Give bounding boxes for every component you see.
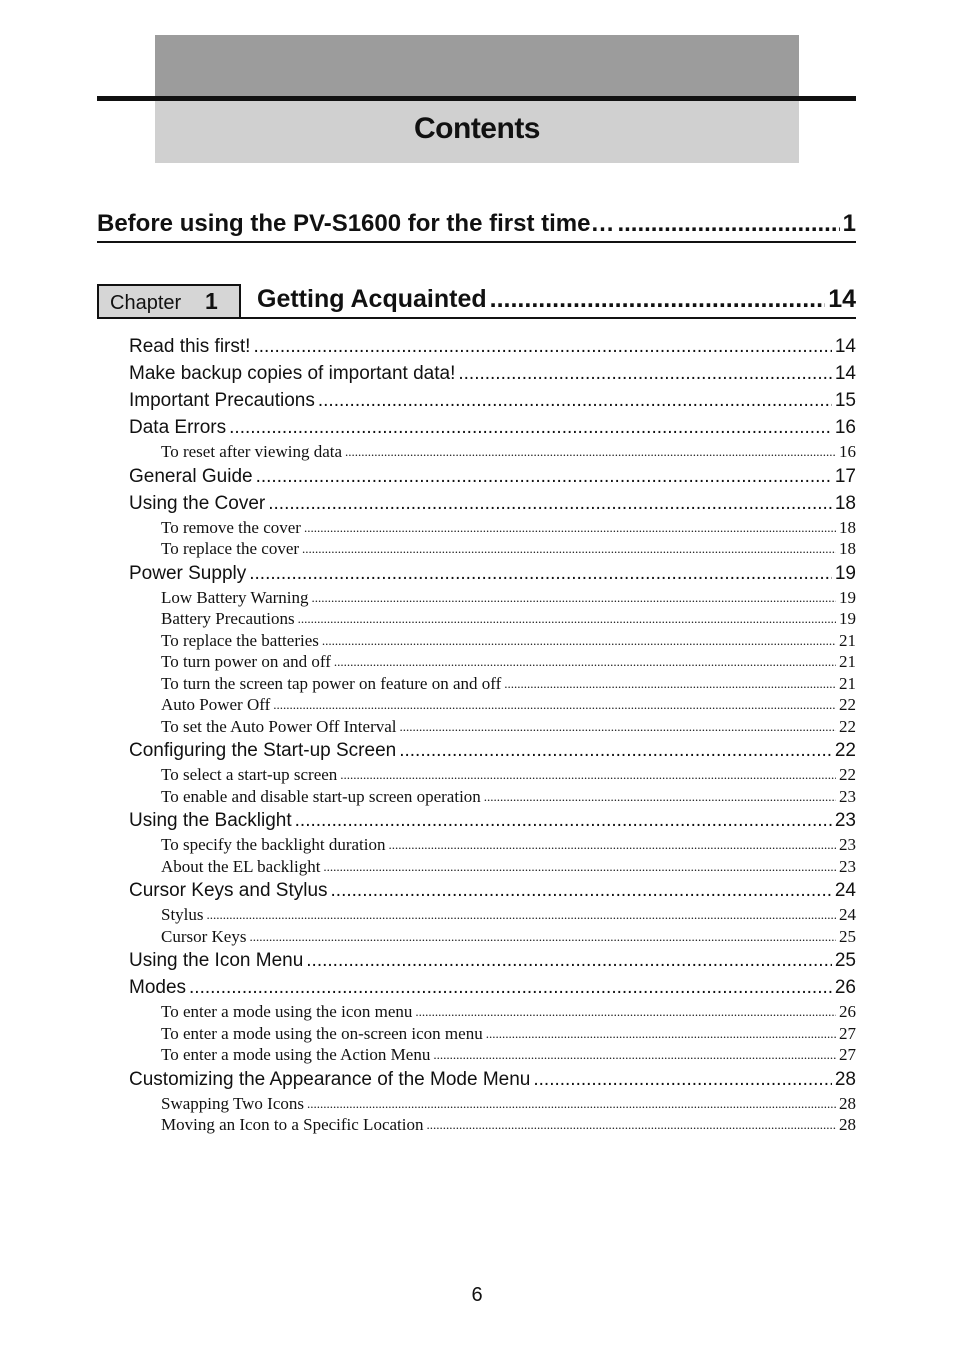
toc-entry[interactable] xyxy=(129,387,856,414)
toc-intro-entry[interactable] xyxy=(97,210,856,243)
toc-entry-title: General Guide xyxy=(129,465,253,487)
toc-entry-page: 16 xyxy=(834,417,856,438)
chapter-title-entry[interactable] xyxy=(257,285,856,314)
toc-subentry[interactable] xyxy=(129,608,856,630)
toc-entry-page: 21 xyxy=(839,630,856,650)
toc-entry-title: About the EL backlight xyxy=(161,856,321,876)
toc-entry-title: Swapping Two Icons xyxy=(161,1093,304,1113)
leader-dots xyxy=(415,1001,836,1023)
toc-entry[interactable] xyxy=(129,974,856,1001)
toc-entry-title: Configuring the Start-up Screen xyxy=(129,740,397,761)
toc-entry[interactable] xyxy=(129,877,856,904)
leader-dots xyxy=(433,1044,836,1066)
toc-entry-page: 18 xyxy=(839,539,856,558)
leader-dots xyxy=(323,856,836,878)
toc-subentry[interactable] xyxy=(129,630,856,652)
toc-entry-title: To remove the cover xyxy=(161,517,301,537)
toc-entry-title: To specify the backlight duration xyxy=(161,835,386,854)
toc-entry-page: 22 xyxy=(839,765,856,784)
toc-subentry[interactable] xyxy=(129,651,856,673)
toc-entry-title: To enter a mode using the Action Menu xyxy=(161,1045,431,1064)
toc-entry-page: 25 xyxy=(839,926,856,946)
toc-entry-title: To enter a mode using the icon menu xyxy=(161,1002,413,1021)
toc-entry-page: 26 xyxy=(834,977,856,998)
toc-entry-page: 25 xyxy=(834,950,856,971)
toc-entry-page: 27 xyxy=(839,1023,856,1043)
toc-entry-title: Auto Power Off xyxy=(161,695,271,714)
toc-entry[interactable] xyxy=(129,414,856,441)
toc-entry-title: To select a start-up screen xyxy=(161,765,338,784)
leader-dots xyxy=(273,694,836,716)
toc-entry-title: Using the Backlight xyxy=(129,810,292,831)
toc-entry-title: To enable and disable start-up screen operation xyxy=(161,786,481,806)
toc-entry-page: 19 xyxy=(834,562,856,584)
chapter-rule xyxy=(241,317,856,319)
toc-entry-title: To reset after viewing data xyxy=(161,442,343,461)
leader-dots xyxy=(253,333,831,360)
leader-dots xyxy=(306,947,832,974)
toc-entry-page: 28 xyxy=(839,1093,856,1113)
leader-dots xyxy=(322,630,836,652)
toc-subentry[interactable] xyxy=(129,673,856,695)
toc-entry-title: Using the Icon Menu xyxy=(129,950,304,971)
leader-dots xyxy=(399,737,832,764)
leader-dots xyxy=(504,673,836,695)
leader-dots xyxy=(345,441,836,463)
toc-entry-page: 17 xyxy=(834,465,856,487)
toc-subentry[interactable] xyxy=(129,834,856,856)
toc-entry[interactable] xyxy=(129,490,856,517)
toc-intro-page: 1 xyxy=(842,210,856,237)
leader-dots xyxy=(400,716,836,738)
toc-entry[interactable] xyxy=(129,333,856,360)
leader-dots xyxy=(388,834,836,856)
leader-dots xyxy=(312,587,836,609)
toc-subentry[interactable] xyxy=(129,786,856,808)
toc-entry-page: 27 xyxy=(839,1045,856,1064)
leader-dots xyxy=(207,904,836,926)
toc-subentry[interactable] xyxy=(129,694,856,716)
toc-subentry[interactable] xyxy=(129,904,856,926)
leader-dots xyxy=(490,285,826,314)
leader-dots xyxy=(295,807,832,834)
toc-entry-title: To enter a mode using the on-screen icon menu xyxy=(161,1023,483,1043)
leader-dots xyxy=(307,1093,836,1115)
leader-dots xyxy=(533,1066,832,1093)
toc-entry-page: 18 xyxy=(834,492,856,514)
toc-entry[interactable] xyxy=(129,360,856,387)
toc-entry-page: 26 xyxy=(839,1002,856,1021)
toc-entry[interactable] xyxy=(129,560,856,587)
toc-entry-page: 28 xyxy=(839,1115,856,1134)
toc-entry-page: 23 xyxy=(839,856,856,876)
toc-entry-title: To set the Auto Power Off Interval xyxy=(161,716,397,736)
toc-entry-title: Stylus xyxy=(161,905,204,924)
toc-entry-page: 16 xyxy=(839,442,856,461)
toc-entry-page: 21 xyxy=(839,673,856,693)
leader-dots xyxy=(458,360,832,387)
leader-dots xyxy=(617,210,839,238)
leader-dots xyxy=(486,1023,836,1045)
leader-dots xyxy=(249,926,836,948)
toc-subentry[interactable] xyxy=(129,856,856,878)
toc-subentry[interactable] xyxy=(129,587,856,609)
toc-entry-page: 18 xyxy=(839,517,856,537)
toc-entry-title: Read this first! xyxy=(129,336,251,357)
toc-subentry[interactable] xyxy=(129,1023,856,1045)
toc-entry-title: Important Precautions xyxy=(129,390,315,411)
toc-list xyxy=(129,333,856,1136)
toc-subentry[interactable] xyxy=(129,716,856,738)
chapter-title: Getting Acquainted xyxy=(257,285,487,313)
toc-entry-title: Cursor Keys and Stylus xyxy=(129,880,328,901)
toc-entry-page: 15 xyxy=(834,390,856,411)
toc-entry-page: 28 xyxy=(834,1068,856,1090)
toc-entry-title: To turn the screen tap power on feature on and off xyxy=(161,673,502,693)
toc-entry-page: 21 xyxy=(839,652,856,671)
toc-subentry[interactable] xyxy=(129,517,856,539)
toc-entry-page: 19 xyxy=(839,587,856,607)
toc-subentry[interactable] xyxy=(129,1044,856,1066)
toc-entry-title: Moving an Icon to a Specific Location xyxy=(161,1115,424,1134)
toc-subentry[interactable] xyxy=(129,1001,856,1023)
toc-entry-title: To replace the batteries xyxy=(161,630,319,650)
leader-dots xyxy=(484,786,836,808)
toc-entry-page: 22 xyxy=(839,695,856,714)
leader-dots xyxy=(340,764,836,786)
toc-entry[interactable] xyxy=(129,947,856,974)
toc-entry[interactable] xyxy=(129,807,856,834)
toc-entry-title: Customizing the Appearance of the Mode Menu xyxy=(129,1068,531,1090)
toc-subentry[interactable] xyxy=(129,1114,856,1136)
toc-subentry[interactable] xyxy=(129,764,856,786)
toc-entry-page: 24 xyxy=(839,905,856,924)
toc-entry[interactable] xyxy=(129,1066,856,1093)
toc-entry-title: To turn power on and off xyxy=(161,652,331,671)
page-number: 6 xyxy=(471,1284,483,1306)
toc-subentry[interactable] xyxy=(129,1093,856,1115)
leader-dots xyxy=(426,1114,836,1136)
chapter-number: 1 xyxy=(205,288,218,314)
toc-intro-title: Before using the PV-S1600 for the first time… xyxy=(97,210,615,237)
toc-entry-page: 23 xyxy=(839,835,856,854)
leader-dots xyxy=(331,877,832,904)
toc-entry[interactable] xyxy=(129,463,856,490)
toc-entry-page: 24 xyxy=(834,880,856,901)
leader-dots xyxy=(298,608,836,630)
toc-entry-page: 23 xyxy=(834,810,856,831)
toc-entry-title: Cursor Keys xyxy=(161,926,247,946)
toc-entry-title: Power Supply xyxy=(129,562,247,584)
toc-entry-page: 14 xyxy=(834,336,856,357)
toc-subentry[interactable] xyxy=(129,538,856,560)
toc-entry-page: 23 xyxy=(839,786,856,806)
leader-dots xyxy=(334,651,836,673)
leader-dots xyxy=(302,538,836,560)
leader-dots xyxy=(256,463,832,490)
leader-dots xyxy=(268,490,832,517)
page-title: Contents xyxy=(414,112,540,145)
header-band-top xyxy=(155,35,799,97)
toc-entry-page: 19 xyxy=(839,609,856,628)
leader-dots xyxy=(189,974,832,1001)
chapter-page: 14 xyxy=(828,285,856,313)
leader-dots xyxy=(318,387,832,414)
toc-entry-title: Modes xyxy=(129,977,187,998)
toc-entry-page: 22 xyxy=(839,716,856,736)
toc-entry-page: 22 xyxy=(834,740,856,761)
leader-dots xyxy=(304,517,836,539)
toc-entry[interactable] xyxy=(129,737,856,764)
chapter-badge xyxy=(97,284,241,319)
toc-entry-title: Battery Precautions xyxy=(161,609,295,628)
toc-entry-title: Using the Cover xyxy=(129,492,266,514)
leader-dots xyxy=(229,414,832,441)
leader-dots xyxy=(249,560,832,587)
toc-entry-page: 14 xyxy=(834,363,856,384)
toc-entry-title: Data Errors xyxy=(129,417,227,438)
chapter-label: Chapter xyxy=(110,292,182,314)
toc-subentry[interactable] xyxy=(129,926,856,948)
toc-subentry[interactable] xyxy=(129,441,856,463)
toc-entry-title: Make backup copies of important data! xyxy=(129,363,456,384)
toc-entry-title: Low Battery Warning xyxy=(161,587,309,607)
toc-entry-title: To replace the cover xyxy=(161,539,300,558)
